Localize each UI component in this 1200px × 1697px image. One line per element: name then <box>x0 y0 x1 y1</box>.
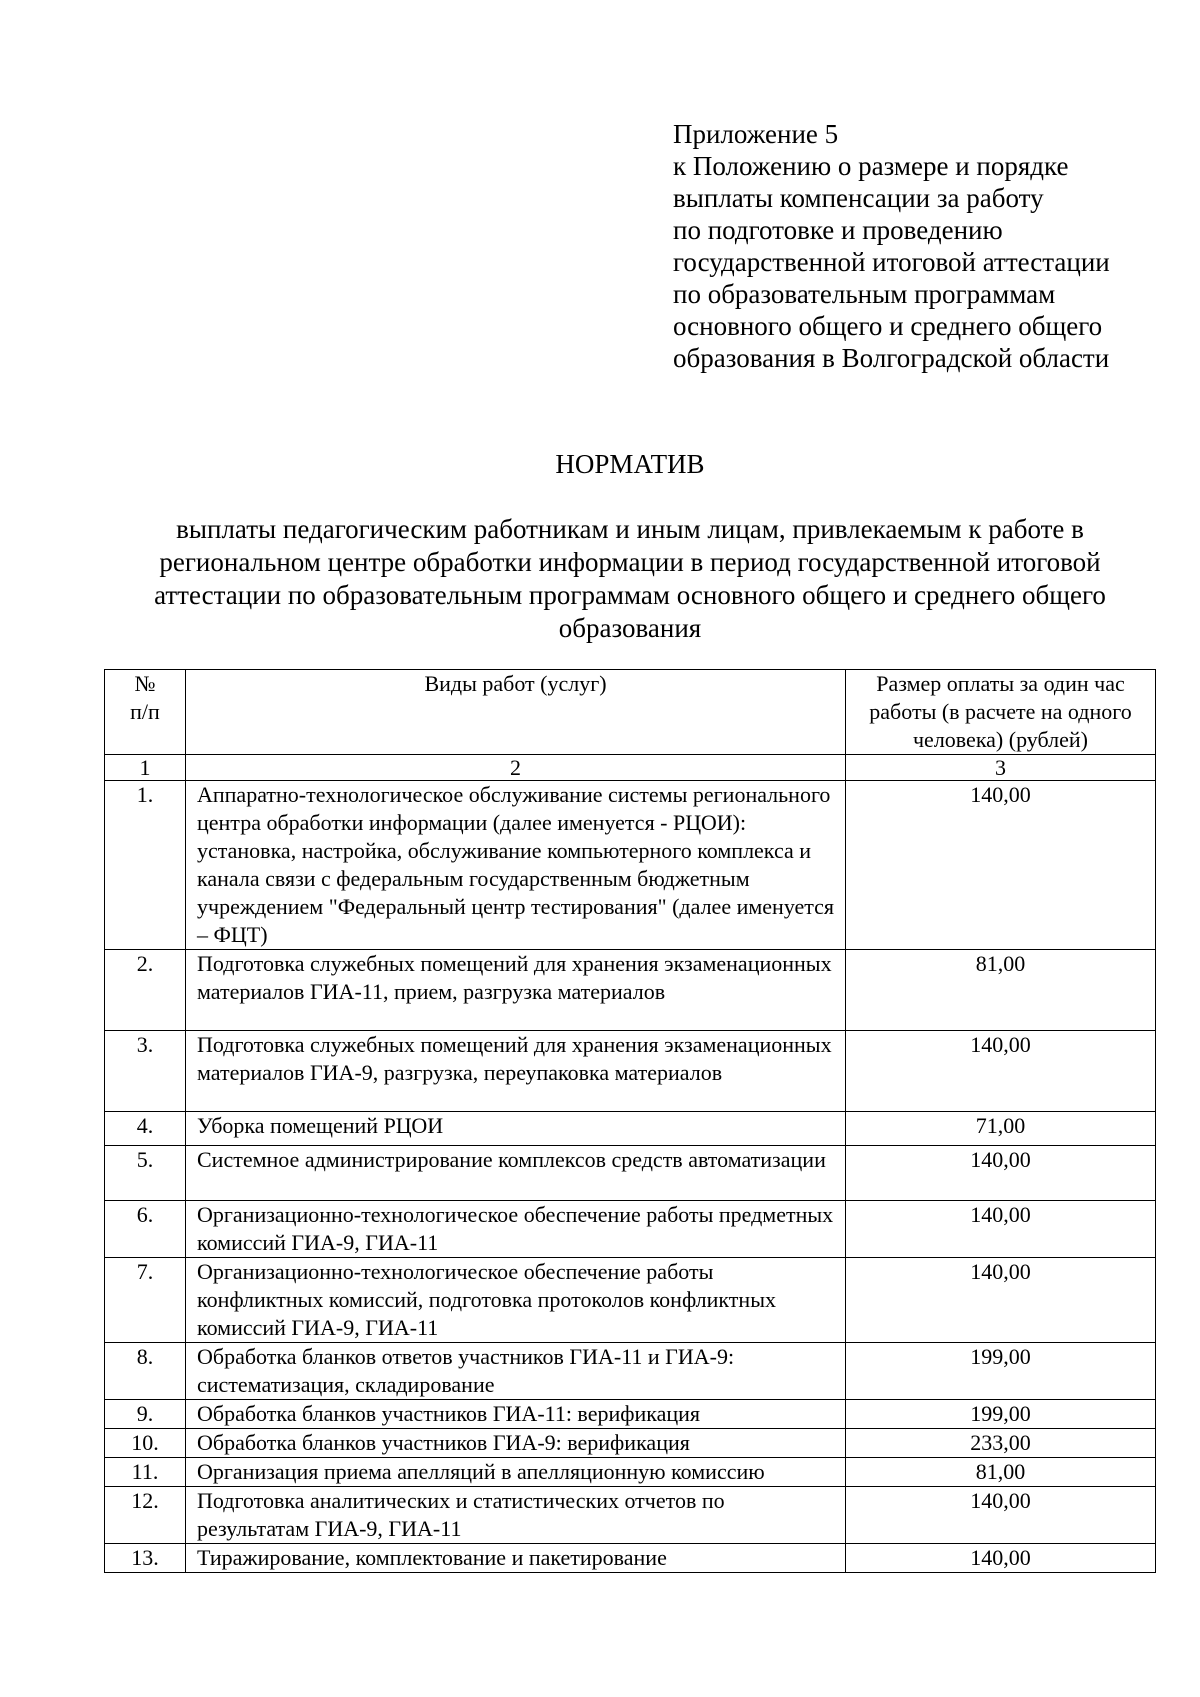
table-row <box>105 1112 1156 1146</box>
row-work: Аппаратно-технологическое обслуживание системы регионального центра обработки информации (далее именуется - РЦОИ): установка, настройка, обслуживание компьютерного комплекса и канала связи с федеральным государственным бюджетным учреждением "Федеральный центр тестирования" (далее именуется – ФЦТ) <box>186 781 846 950</box>
row-number: 1. <box>105 781 186 950</box>
appendix-line: к Положению о размере и порядке <box>673 151 1069 181</box>
row-pay: 199,00 <box>846 1343 1156 1400</box>
table-row <box>105 950 1156 1031</box>
subtitle-line: образования <box>558 613 702 643</box>
appendix-line: выплаты компенсации за работу <box>673 183 1044 213</box>
column-number: 1 <box>105 755 186 781</box>
subtitle-line: выплаты педагогическим работникам и иным лицам, привлекаемым к работе в <box>176 514 1084 544</box>
row-work: Подготовка служебных помещений для хранения экзаменационных материалов ГИА-9, разгрузка, переупаковка материалов <box>186 1031 846 1112</box>
row-number: 11. <box>105 1458 186 1487</box>
appendix-line: основного общего и среднего общего <box>673 311 1103 341</box>
table-row <box>105 1429 1156 1458</box>
header-pay-text: Размер оплаты за один час работы (в расчете на одного человека) (рублей) <box>869 671 1132 752</box>
subtitle-line: аттестации по образовательным программам основного общего и среднего общего <box>154 580 1106 610</box>
row-number: 7. <box>105 1258 186 1343</box>
table-column-number-row <box>105 755 1156 781</box>
header-work <box>186 670 846 755</box>
row-work: Подготовка служебных помещений для хранения экзаменационных материалов ГИА-11, прием, разгрузка материалов <box>186 950 846 1031</box>
table-row <box>105 1400 1156 1429</box>
row-work: Системное администрирование комплексов средств автоматизации <box>186 1146 846 1201</box>
table-row <box>105 1201 1156 1258</box>
row-number: 6. <box>105 1201 186 1258</box>
row-pay: 140,00 <box>846 1258 1156 1343</box>
row-pay: 140,00 <box>846 781 1156 950</box>
row-pay: 81,00 <box>846 1458 1156 1487</box>
row-work: Обработка бланков ответов участников ГИА-11 и ГИА-9: систематизация, складирование <box>186 1343 846 1400</box>
row-work: Обработка бланков участников ГИА-11: верификация <box>186 1400 846 1429</box>
table-row <box>105 1146 1156 1201</box>
row-work: Тиражирование, комплектование и пакетирование <box>186 1544 846 1573</box>
row-number: 4. <box>105 1112 186 1146</box>
row-work: Подготовка аналитических и статистических отчетов по результатам ГИА-9, ГИА-11 <box>186 1487 846 1544</box>
row-pay: 233,00 <box>846 1429 1156 1458</box>
row-work: Обработка бланков участников ГИА-9: верификация <box>186 1429 846 1458</box>
row-pay: 81,00 <box>846 950 1156 1031</box>
row-pay: 71,00 <box>846 1112 1156 1146</box>
row-work: Организационно-технологическое обеспечение работы предметных комиссий ГИА-9, ГИА-11 <box>186 1201 846 1258</box>
row-number: 5. <box>105 1146 186 1201</box>
appendix-line: Приложение 5 <box>673 119 839 149</box>
table-row <box>105 1258 1156 1343</box>
row-work: Уборка помещений РЦОИ <box>186 1112 846 1146</box>
norm-table <box>104 669 1156 1573</box>
appendix-line: образования в Волгоградской области <box>673 343 1110 373</box>
table-row <box>105 1343 1156 1400</box>
appendix-line: государственной итоговой аттестации <box>673 247 1110 277</box>
row-number: 13. <box>105 1544 186 1573</box>
row-number: 10. <box>105 1429 186 1458</box>
table-row <box>105 1487 1156 1544</box>
document-subtitle <box>110 513 1150 645</box>
row-pay: 140,00 <box>846 1201 1156 1258</box>
row-pay: 140,00 <box>846 1146 1156 1201</box>
row-pay: 140,00 <box>846 1031 1156 1112</box>
table-row <box>105 1031 1156 1112</box>
appendix-line: по подготовке и проведению <box>673 215 1003 245</box>
row-work: Организационно-технологическое обеспечение работы конфликтных комиссий, подготовка протоколов конфликтных комиссий ГИА-9, ГИА-11 <box>186 1258 846 1343</box>
subtitle-line: региональном центре обработки информации в период государственной итоговой <box>159 547 1101 577</box>
appendix-block <box>673 118 1153 374</box>
row-number: 9. <box>105 1400 186 1429</box>
document-title: НОРМАТИВ <box>555 449 705 479</box>
row-number: 2. <box>105 950 186 1031</box>
row-number: 3. <box>105 1031 186 1112</box>
row-number: 8. <box>105 1343 186 1400</box>
appendix-line: по образовательным программам <box>673 279 1056 309</box>
row-number: 12. <box>105 1487 186 1544</box>
column-number: 3 <box>846 755 1156 781</box>
header-num-text: № п/п <box>130 671 160 724</box>
row-pay: 199,00 <box>846 1400 1156 1429</box>
table-row <box>105 1458 1156 1487</box>
row-work: Организация приема апелляций в апелляционную комиссию <box>186 1458 846 1487</box>
row-pay: 140,00 <box>846 1487 1156 1544</box>
column-number: 2 <box>186 755 846 781</box>
table-header-row <box>105 670 1156 755</box>
header-work-text: Виды работ (услуг) <box>424 671 607 696</box>
header-pay <box>846 670 1156 755</box>
header-num <box>105 670 186 755</box>
table-row <box>105 1544 1156 1573</box>
row-pay: 140,00 <box>846 1544 1156 1573</box>
table-row <box>105 781 1156 950</box>
